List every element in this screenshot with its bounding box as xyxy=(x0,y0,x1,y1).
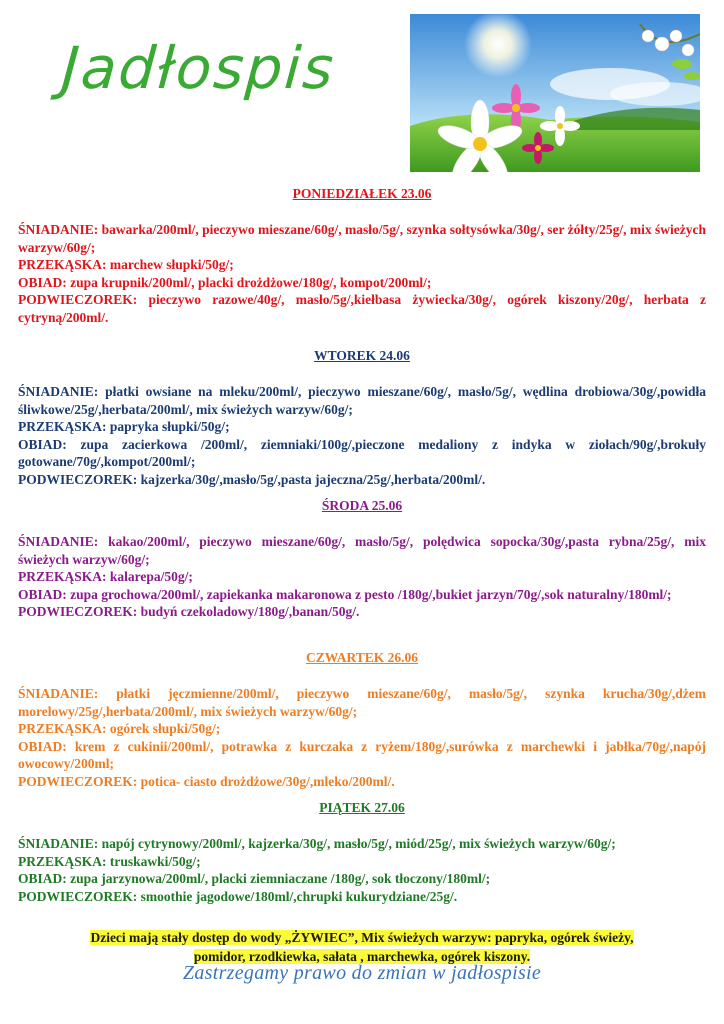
day-friday xyxy=(18,800,706,905)
day-monday xyxy=(18,186,706,326)
day-tuesday xyxy=(18,348,706,488)
meal-snack xyxy=(18,568,706,586)
meal-label: OBIAD: xyxy=(18,738,67,754)
meal-lunch xyxy=(18,870,706,888)
meal-text: płatki owsiane na mleku/200ml/, pieczywo mieszane/60g/, masło/5g/, wędlina drobiowa/30g/,powidła śliwkowe/25g/,herbata/200ml/, mix świeżych warzyw/60g/; xyxy=(18,384,706,417)
meal-label: ŚNIADANIE: xyxy=(18,384,99,399)
meal-label: OBIAD: xyxy=(18,274,67,290)
meal-breakfast xyxy=(18,835,706,853)
flower-meadow-image xyxy=(410,14,700,172)
meal-text: ogórek słupki/50g/; xyxy=(106,721,221,736)
meal-lunch xyxy=(18,436,706,471)
meal-label: PRZEKĄSKA: xyxy=(18,721,107,736)
meal-lunch xyxy=(18,586,706,604)
meal-label: PODWIECZOREK: xyxy=(18,292,138,307)
meal-snack xyxy=(18,720,706,738)
meal-label: PODWIECZOREK: xyxy=(18,471,138,487)
water-and-vegetables-note xyxy=(0,928,724,966)
meal-breakfast xyxy=(18,383,706,418)
day-heading: PIĄTEK 27.06 xyxy=(319,800,405,815)
meal-label: PODWIECZOREK: xyxy=(18,604,138,619)
meal-label: PODWIECZOREK: xyxy=(18,773,138,789)
meal-label: OBIAD: xyxy=(18,436,67,452)
meal-label: ŚNIADANIE: xyxy=(18,686,99,701)
meal-text: napój cytrynowy/200ml/, kajzerka/30g/, masło/5g/, miód/25g/, mix świeżych warzyw/60g/; xyxy=(98,836,616,851)
meal-text: kajzerka/30g/,masło/5g/,pasta jajeczna/25g/,herbata/200ml/. xyxy=(137,471,486,487)
meal-label: PODWIECZOREK: xyxy=(18,888,138,904)
meal-lunch xyxy=(18,738,706,773)
meal-text: zupa grochowa/200ml/, zapiekanka makaronowa z pesto /180g/,bukiet jarzyn/70g/,sok naturalny/180ml/; xyxy=(66,586,672,602)
meal-snack xyxy=(18,853,706,871)
meal-text: krem z cukinii/200ml/, potrawka z kurczaka z ryżem/180g/,surówka z marchewki i jabłka/70g/,napój owocowy/200ml; xyxy=(18,738,706,771)
meal-label: PRZEKĄSKA: xyxy=(18,257,107,272)
meal-text: papryka słupki/50g/; xyxy=(106,419,230,434)
meal-afternoon-snack xyxy=(18,291,706,326)
meal-label: OBIAD: xyxy=(18,586,67,602)
meal-text: truskawki/50g/; xyxy=(106,853,201,869)
meal-text: płatki jęczmienne/200ml/, pieczywo mieszane/60g/, masło/5g/, szynka krucha/30g/,dżem morelowy/25g/,herbata/200ml/, mix świeżych warzyw/60g/; xyxy=(18,686,706,719)
meal-afternoon-snack xyxy=(18,603,706,621)
spring-flowers-banner xyxy=(410,14,700,172)
note-line-2: pomidor, rzodkiewka, sałata , marchewka, ogórek kiszony. xyxy=(193,949,531,964)
meal-breakfast xyxy=(18,533,706,568)
meal-label: ŚNIADANIE: xyxy=(18,836,99,851)
meal-label: ŚNIADANIE: xyxy=(18,222,99,237)
meal-label: ŚNIADANIE: xyxy=(18,534,99,549)
day-heading: CZWARTEK 26.06 xyxy=(305,650,419,665)
day-thursday xyxy=(18,650,706,790)
meal-label: OBIAD: xyxy=(18,871,67,886)
meal-text: kakao/200ml/, pieczywo mieszane/60g/, masło/5g/, polędwica sopocka/30g/,pasta rybna/25g/, mix świeżych warzyw/60g/; xyxy=(18,534,706,567)
meal-label: PRZEKĄSKA: xyxy=(18,569,107,584)
meal-text: zupa zacierkowa /200ml/, ziemniaki/100g/,pieczone medaliony z indyka w ziołach/90g/,brokuły gotowane/70g/,kompot/200ml/; xyxy=(18,436,706,469)
meal-label: PRZEKĄSKA: xyxy=(18,853,107,869)
meal-afternoon-snack xyxy=(18,773,706,791)
meal-breakfast xyxy=(18,685,706,720)
meal-snack xyxy=(18,256,706,274)
meal-afternoon-snack xyxy=(18,471,706,489)
meal-text: zupa jarzynowa/200ml/, placki ziemniaczane /180g/, sok tłoczony/180ml/; xyxy=(66,871,491,886)
meal-text: potica- ciasto drożdżowe/30g/,mleko/200ml/. xyxy=(137,773,395,789)
day-wednesday xyxy=(18,498,706,621)
meal-text: kalarepa/50g/; xyxy=(106,569,193,584)
meal-lunch xyxy=(18,274,706,292)
day-heading: ŚRODA 25.06 xyxy=(321,498,403,513)
day-heading: WTOREK 24.06 xyxy=(314,348,410,363)
meal-snack xyxy=(18,418,706,436)
day-heading: PONIEDZIAŁEK 23.06 xyxy=(292,186,432,201)
meal-label: PRZEKĄSKA: xyxy=(18,419,107,434)
meal-text: marchew słupki/50g/; xyxy=(106,257,234,272)
meal-text: zupa krupnik/200ml/, placki drożdżowe/180g/, kompot/200ml/; xyxy=(66,274,432,290)
note-line-1: Dzieci mają stały dostęp do wody „ŻYWIEC”, Mix świeżych warzyw: papryka, ogórek świeży, xyxy=(90,930,634,945)
meal-text: smoothie jagodowe/180ml/,chrupki kukurydziane/25g/. xyxy=(137,888,458,904)
meal-text: bawarka/200ml/, pieczywo mieszane/60g/, masło/5g/, szynka sołtysówka/30g/, ser żółty/25g/, mix świeżych warzyw/60g/; xyxy=(18,222,706,255)
menu-change-disclaimer: Zastrzegamy prawo do zmian w jadłospisie xyxy=(182,962,542,984)
meal-breakfast xyxy=(18,221,706,256)
page-title: Jadłospis xyxy=(59,34,338,102)
meal-text: budyń czekoladowy/180g/,banan/50g/. xyxy=(137,604,360,619)
meal-afternoon-snack xyxy=(18,888,706,906)
meal-text: pieczywo razowe/40g/, masło/5g/,kiełbasa żywiecka/30g/, ogórek kiszony/20g/, herbata z cytryną/200ml/. xyxy=(18,292,706,325)
